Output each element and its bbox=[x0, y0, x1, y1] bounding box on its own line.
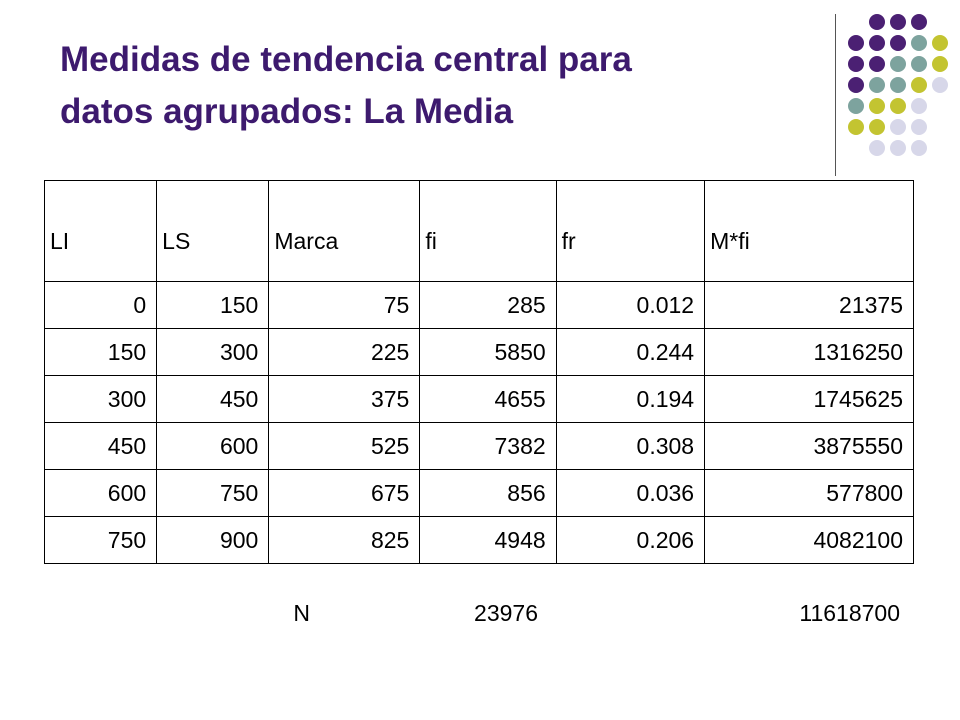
decorative-dot bbox=[911, 35, 927, 51]
cell-marca: 825 bbox=[269, 517, 420, 564]
decorative-dot bbox=[911, 56, 927, 72]
decorative-dot bbox=[911, 98, 927, 114]
header-marca: Marca bbox=[269, 181, 420, 282]
slide-title bbox=[60, 34, 830, 138]
grouped-data-table bbox=[44, 180, 914, 564]
cell-ls: 750 bbox=[157, 470, 269, 517]
decorative-dot bbox=[869, 119, 885, 135]
cell-ls: 600 bbox=[157, 423, 269, 470]
header-ls: LS bbox=[157, 181, 269, 282]
cell-mfi: 1745625 bbox=[705, 376, 914, 423]
cell-li: 150 bbox=[45, 329, 157, 376]
decorative-dot bbox=[911, 14, 927, 30]
cell-li: 300 bbox=[45, 376, 157, 423]
header-fi: fi bbox=[420, 181, 556, 282]
cell-fr: 0.308 bbox=[556, 423, 704, 470]
cell-ls: 900 bbox=[157, 517, 269, 564]
title-line-1: Medidas de tendencia central para bbox=[60, 40, 632, 79]
decorative-dot bbox=[869, 35, 885, 51]
cell-mfi: 4082100 bbox=[705, 517, 914, 564]
decorative-dot bbox=[869, 140, 885, 156]
total-n-label: N bbox=[293, 600, 310, 626]
cell-marca: 75 bbox=[269, 282, 420, 329]
decorative-dot bbox=[848, 119, 864, 135]
cell-marca: 525 bbox=[269, 423, 420, 470]
cell-ls: 150 bbox=[157, 282, 269, 329]
decorative-dot bbox=[932, 56, 948, 72]
cell-li: 750 bbox=[45, 517, 157, 564]
cell-mfi: 1316250 bbox=[705, 329, 914, 376]
cell-marca: 675 bbox=[269, 470, 420, 517]
decorative-dot bbox=[911, 140, 927, 156]
table-row bbox=[45, 282, 914, 329]
table-row bbox=[45, 517, 914, 564]
cell-fi: 7382 bbox=[420, 423, 556, 470]
header-mfi: M*fi bbox=[705, 181, 914, 282]
cell-fr: 0.244 bbox=[556, 329, 704, 376]
cell-mfi: 21375 bbox=[705, 282, 914, 329]
cell-marca: 375 bbox=[269, 376, 420, 423]
cell-fr: 0.194 bbox=[556, 376, 704, 423]
table-row bbox=[45, 376, 914, 423]
decorative-dot bbox=[890, 140, 906, 156]
cell-fr: 0.036 bbox=[556, 470, 704, 517]
table-row bbox=[45, 423, 914, 470]
cell-fi: 856 bbox=[420, 470, 556, 517]
total-mfi-value: 11618700 bbox=[799, 600, 900, 626]
table-row bbox=[45, 470, 914, 517]
decorative-dot bbox=[911, 119, 927, 135]
title-line-2: datos agrupados: La Media bbox=[60, 92, 514, 131]
decorative-dot bbox=[911, 77, 927, 93]
cell-marca: 225 bbox=[269, 329, 420, 376]
decorative-dot bbox=[869, 98, 885, 114]
header-li: LI bbox=[45, 181, 157, 282]
decorative-dot bbox=[869, 14, 885, 30]
decorative-dot bbox=[890, 119, 906, 135]
cell-ls: 300 bbox=[157, 329, 269, 376]
cell-fi: 285 bbox=[420, 282, 556, 329]
decorative-dot bbox=[890, 98, 906, 114]
decorative-dot bbox=[848, 98, 864, 114]
cell-fi: 4948 bbox=[420, 517, 556, 564]
cell-fr: 0.012 bbox=[556, 282, 704, 329]
decorative-dot bbox=[890, 35, 906, 51]
cell-mfi: 577800 bbox=[705, 470, 914, 517]
decorative-dot bbox=[869, 56, 885, 72]
title-divider bbox=[835, 14, 836, 176]
cell-li: 600 bbox=[45, 470, 157, 517]
cell-li: 450 bbox=[45, 423, 157, 470]
cell-fr: 0.206 bbox=[556, 517, 704, 564]
decorative-dot bbox=[890, 77, 906, 93]
decorative-dot bbox=[848, 56, 864, 72]
cell-fi: 4655 bbox=[420, 376, 556, 423]
cell-li: 0 bbox=[45, 282, 157, 329]
decorative-dot-grid bbox=[848, 14, 948, 154]
cell-ls: 450 bbox=[157, 376, 269, 423]
cell-mfi: 3875550 bbox=[705, 423, 914, 470]
cell-fi: 5850 bbox=[420, 329, 556, 376]
table-header-row bbox=[45, 181, 914, 282]
decorative-dot bbox=[932, 77, 948, 93]
header-fr: fr bbox=[556, 181, 704, 282]
table-row bbox=[45, 329, 914, 376]
total-fi-value: 23976 bbox=[474, 600, 538, 626]
decorative-dot bbox=[932, 35, 948, 51]
decorative-dot bbox=[890, 56, 906, 72]
decorative-dot bbox=[890, 14, 906, 30]
decorative-dot bbox=[869, 77, 885, 93]
decorative-dot bbox=[848, 35, 864, 51]
decorative-dot bbox=[848, 77, 864, 93]
